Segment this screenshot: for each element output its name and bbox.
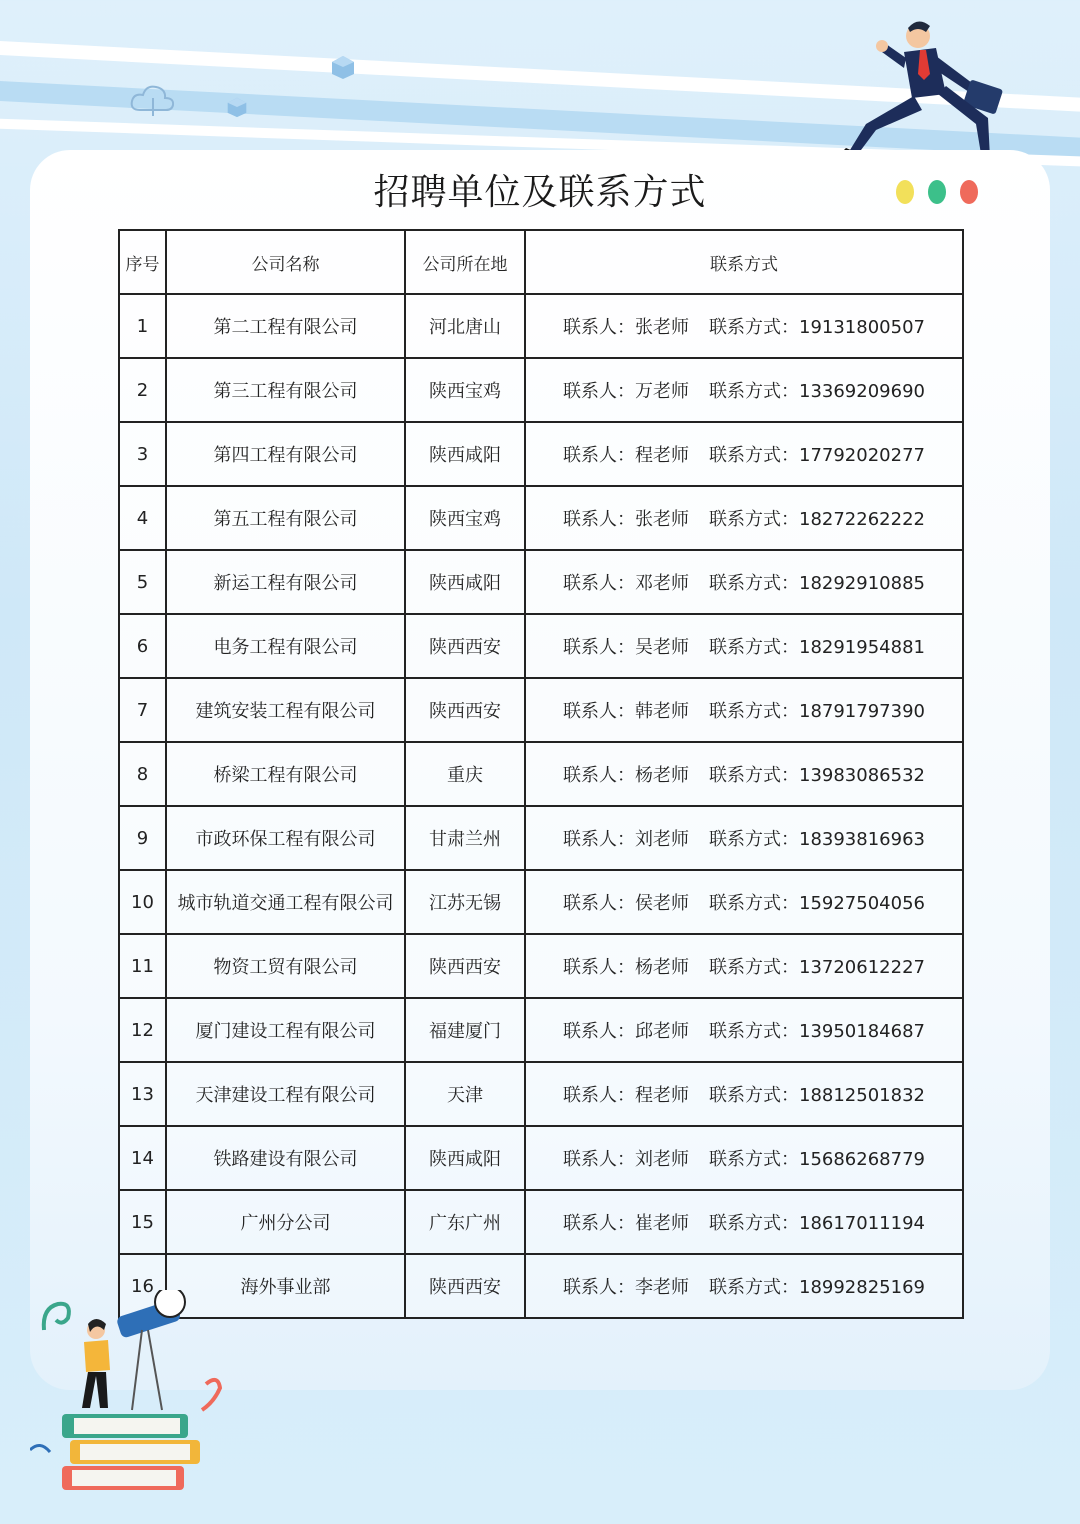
cell-contact bbox=[525, 550, 963, 614]
contact-person bbox=[563, 505, 689, 531]
contact-person-name: 李老师 bbox=[635, 1277, 689, 1298]
contact-person-name: 刘老师 bbox=[635, 1149, 689, 1170]
cube-icon bbox=[226, 96, 248, 118]
contact-phone-label: 联系方式： bbox=[709, 957, 799, 978]
decor-dots bbox=[896, 180, 978, 204]
contact-phone-label: 联系方式： bbox=[709, 637, 799, 658]
contact-phone-label: 联系方式： bbox=[709, 445, 799, 466]
contact-phone-number: 17792020277 bbox=[799, 445, 925, 466]
contact-phone-label: 联系方式： bbox=[709, 1149, 799, 1170]
cell-location: 天津 bbox=[405, 1062, 525, 1126]
green-dot-icon bbox=[928, 180, 946, 204]
cell-no: 4 bbox=[119, 486, 166, 550]
cell-contact bbox=[525, 998, 963, 1062]
contact-person bbox=[563, 441, 689, 467]
cube-icon bbox=[330, 54, 356, 80]
contact-person-name: 韩老师 bbox=[635, 701, 689, 722]
cell-contact bbox=[525, 1190, 963, 1254]
cell-location: 陕西西安 bbox=[405, 934, 525, 998]
contact-person bbox=[563, 1145, 689, 1171]
contact-person bbox=[563, 1017, 689, 1043]
contact-phone-number: 18791797390 bbox=[799, 701, 925, 722]
contact-person-label: 联系人： bbox=[563, 765, 635, 786]
contact-phone-label: 联系方式： bbox=[709, 1021, 799, 1042]
cell-location: 陕西宝鸡 bbox=[405, 358, 525, 422]
contact-person-name: 刘老师 bbox=[635, 829, 689, 850]
contact-person bbox=[563, 889, 689, 915]
books-stack-icon bbox=[30, 1370, 230, 1500]
contact-phone-label: 联系方式： bbox=[709, 1085, 799, 1106]
contact-phone-number: 18393816963 bbox=[799, 829, 925, 850]
contact-phone-number: 18617011194 bbox=[799, 1213, 925, 1234]
header-no: 序号 bbox=[119, 230, 166, 294]
table-row bbox=[119, 358, 963, 422]
cell-location: 陕西咸阳 bbox=[405, 422, 525, 486]
contact-phone bbox=[709, 1145, 925, 1171]
table-row bbox=[119, 998, 963, 1062]
contact-person bbox=[563, 1273, 689, 1299]
cell-contact bbox=[525, 294, 963, 358]
contact-person-label: 联系人： bbox=[563, 957, 635, 978]
cell-contact bbox=[525, 358, 963, 422]
contact-person-name: 邱老师 bbox=[635, 1021, 689, 1042]
table-row bbox=[119, 1190, 963, 1254]
table-row bbox=[119, 486, 963, 550]
contact-person-label: 联系人： bbox=[563, 1021, 635, 1042]
contact-phone-label: 联系方式： bbox=[709, 1277, 799, 1298]
contact-phone-number: 15927504056 bbox=[799, 893, 925, 914]
cloud-icon bbox=[128, 80, 178, 120]
contact-phone bbox=[709, 1273, 925, 1299]
contact-person-name: 杨老师 bbox=[635, 765, 689, 786]
cell-company: 铁路建设有限公司 bbox=[166, 1126, 405, 1190]
cell-company: 电务工程有限公司 bbox=[166, 614, 405, 678]
contact-phone-number: 15686268779 bbox=[799, 1149, 925, 1170]
contact-phone bbox=[709, 505, 925, 531]
contact-phone-label: 联系方式： bbox=[709, 701, 799, 722]
table-row bbox=[119, 422, 963, 486]
contact-person-name: 万老师 bbox=[635, 381, 689, 402]
cell-no: 16 bbox=[119, 1254, 166, 1318]
table-row bbox=[119, 1254, 963, 1318]
contact-phone-label: 联系方式： bbox=[709, 381, 799, 402]
table-row bbox=[119, 614, 963, 678]
yellow-dot-icon bbox=[896, 180, 914, 204]
contact-phone bbox=[709, 761, 925, 787]
contact-person-label: 联系人： bbox=[563, 1149, 635, 1170]
contact-phone bbox=[709, 1081, 925, 1107]
contact-phone bbox=[709, 697, 925, 723]
contact-phone bbox=[709, 377, 925, 403]
recruitment-table bbox=[118, 229, 964, 1319]
cell-contact bbox=[525, 1254, 963, 1318]
cell-contact bbox=[525, 1126, 963, 1190]
contact-person bbox=[563, 1081, 689, 1107]
table-row bbox=[119, 934, 963, 998]
contact-phone-number: 13983086532 bbox=[799, 765, 925, 786]
contact-person-label: 联系人： bbox=[563, 509, 635, 530]
cell-no: 2 bbox=[119, 358, 166, 422]
table-header-row bbox=[119, 230, 963, 294]
header-company: 公司名称 bbox=[166, 230, 405, 294]
cell-no: 7 bbox=[119, 678, 166, 742]
contact-person-name: 程老师 bbox=[635, 445, 689, 466]
contact-person-name: 张老师 bbox=[635, 317, 689, 338]
cell-company: 厦门建设工程有限公司 bbox=[166, 998, 405, 1062]
contact-phone-number: 13720612227 bbox=[799, 957, 925, 978]
contact-phone-label: 联系方式： bbox=[709, 829, 799, 850]
contact-phone-number: 18272262222 bbox=[799, 509, 925, 530]
contact-person bbox=[563, 1209, 689, 1235]
cell-contact bbox=[525, 486, 963, 550]
cell-contact bbox=[525, 614, 963, 678]
page-title: 招聘单位及联系方式 bbox=[373, 172, 707, 213]
cell-no: 9 bbox=[119, 806, 166, 870]
cell-company: 第四工程有限公司 bbox=[166, 422, 405, 486]
cell-contact bbox=[525, 422, 963, 486]
cell-no: 8 bbox=[119, 742, 166, 806]
contact-person-name: 邓老师 bbox=[635, 573, 689, 594]
contact-person-name: 杨老师 bbox=[635, 957, 689, 978]
contact-person-label: 联系人： bbox=[563, 1213, 635, 1234]
contact-phone bbox=[709, 633, 925, 659]
cell-company: 城市轨道交通工程有限公司 bbox=[166, 870, 405, 934]
cell-company: 物资工贸有限公司 bbox=[166, 934, 405, 998]
contact-phone-label: 联系方式： bbox=[709, 1213, 799, 1234]
contact-phone bbox=[709, 569, 925, 595]
contact-phone bbox=[709, 889, 925, 915]
cell-no: 14 bbox=[119, 1126, 166, 1190]
contact-person-name: 崔老师 bbox=[635, 1213, 689, 1234]
cell-no: 6 bbox=[119, 614, 166, 678]
table-row bbox=[119, 870, 963, 934]
cell-location: 河北唐山 bbox=[405, 294, 525, 358]
contact-phone-number: 13369209690 bbox=[799, 381, 925, 402]
header-contact: 联系方式 bbox=[525, 230, 963, 294]
table-row bbox=[119, 1126, 963, 1190]
cell-location: 重庆 bbox=[405, 742, 525, 806]
cell-company: 第三工程有限公司 bbox=[166, 358, 405, 422]
cell-location: 陕西咸阳 bbox=[405, 550, 525, 614]
contact-phone-label: 联系方式： bbox=[709, 317, 799, 338]
contact-person-name: 侯老师 bbox=[635, 893, 689, 914]
cell-location: 陕西西安 bbox=[405, 614, 525, 678]
contact-phone-number: 18291954881 bbox=[799, 637, 925, 658]
contact-person-name: 张老师 bbox=[635, 509, 689, 530]
table-row bbox=[119, 742, 963, 806]
contact-phone-number: 18992825169 bbox=[799, 1277, 925, 1298]
cell-contact bbox=[525, 742, 963, 806]
contact-person bbox=[563, 377, 689, 403]
contact-person-label: 联系人： bbox=[563, 829, 635, 850]
contact-person-label: 联系人： bbox=[563, 1085, 635, 1106]
contact-person-label: 联系人： bbox=[563, 445, 635, 466]
cell-no: 10 bbox=[119, 870, 166, 934]
contact-person-name: 程老师 bbox=[635, 1085, 689, 1106]
cell-no: 13 bbox=[119, 1062, 166, 1126]
contact-person bbox=[563, 313, 689, 339]
cell-contact bbox=[525, 1062, 963, 1126]
table-row bbox=[119, 294, 963, 358]
contact-person bbox=[563, 953, 689, 979]
header-location: 公司所在地 bbox=[405, 230, 525, 294]
contact-phone-label: 联系方式： bbox=[709, 509, 799, 530]
contact-person bbox=[563, 761, 689, 787]
table-row bbox=[119, 1062, 963, 1126]
contact-person bbox=[563, 697, 689, 723]
table-row bbox=[119, 550, 963, 614]
contact-person-label: 联系人： bbox=[563, 1277, 635, 1298]
contact-person-label: 联系人： bbox=[563, 381, 635, 402]
contact-phone bbox=[709, 1017, 925, 1043]
cell-company: 广州分公司 bbox=[166, 1190, 405, 1254]
cell-no: 11 bbox=[119, 934, 166, 998]
cell-location: 陕西宝鸡 bbox=[405, 486, 525, 550]
contact-person-label: 联系人： bbox=[563, 573, 635, 594]
table-row bbox=[119, 806, 963, 870]
cell-location: 陕西西安 bbox=[405, 678, 525, 742]
cell-contact bbox=[525, 934, 963, 998]
contact-phone-label: 联系方式： bbox=[709, 573, 799, 594]
cell-no: 12 bbox=[119, 998, 166, 1062]
contact-phone bbox=[709, 441, 925, 467]
contact-person bbox=[563, 825, 689, 851]
contact-phone-number: 18292910885 bbox=[799, 573, 925, 594]
cell-location: 广东广州 bbox=[405, 1190, 525, 1254]
contact-person bbox=[563, 633, 689, 659]
cell-company: 第五工程有限公司 bbox=[166, 486, 405, 550]
cell-company: 新运工程有限公司 bbox=[166, 550, 405, 614]
contact-phone-label: 联系方式： bbox=[709, 765, 799, 786]
cell-company: 第二工程有限公司 bbox=[166, 294, 405, 358]
contact-phone-label: 联系方式： bbox=[709, 893, 799, 914]
contact-phone bbox=[709, 953, 925, 979]
cell-contact bbox=[525, 870, 963, 934]
cell-no: 5 bbox=[119, 550, 166, 614]
cell-no: 15 bbox=[119, 1190, 166, 1254]
cell-no: 3 bbox=[119, 422, 166, 486]
contact-phone bbox=[709, 1209, 925, 1235]
contact-person bbox=[563, 569, 689, 595]
cell-company: 建筑安装工程有限公司 bbox=[166, 678, 405, 742]
contact-phone-number: 18812501832 bbox=[799, 1085, 925, 1106]
contact-person-label: 联系人： bbox=[563, 701, 635, 722]
cell-company: 天津建设工程有限公司 bbox=[166, 1062, 405, 1126]
cell-company: 市政环保工程有限公司 bbox=[166, 806, 405, 870]
contact-phone-number: 19131800507 bbox=[799, 317, 925, 338]
contact-phone-number: 13950184687 bbox=[799, 1021, 925, 1042]
contact-person-label: 联系人： bbox=[563, 637, 635, 658]
table-row bbox=[119, 678, 963, 742]
cell-location: 陕西咸阳 bbox=[405, 1126, 525, 1190]
red-dot-icon bbox=[960, 180, 978, 204]
cell-no: 1 bbox=[119, 294, 166, 358]
cell-location: 福建厦门 bbox=[405, 998, 525, 1062]
contact-person-name: 吴老师 bbox=[635, 637, 689, 658]
contact-person-label: 联系人： bbox=[563, 317, 635, 338]
contact-phone bbox=[709, 825, 925, 851]
cell-company: 桥梁工程有限公司 bbox=[166, 742, 405, 806]
cell-contact bbox=[525, 806, 963, 870]
cell-location: 陕西西安 bbox=[405, 1254, 525, 1318]
contact-phone bbox=[709, 313, 925, 339]
cell-location: 甘肃兰州 bbox=[405, 806, 525, 870]
cell-location: 江苏无锡 bbox=[405, 870, 525, 934]
cell-company: 海外事业部 bbox=[166, 1254, 405, 1318]
cell-contact bbox=[525, 678, 963, 742]
contact-person-label: 联系人： bbox=[563, 893, 635, 914]
